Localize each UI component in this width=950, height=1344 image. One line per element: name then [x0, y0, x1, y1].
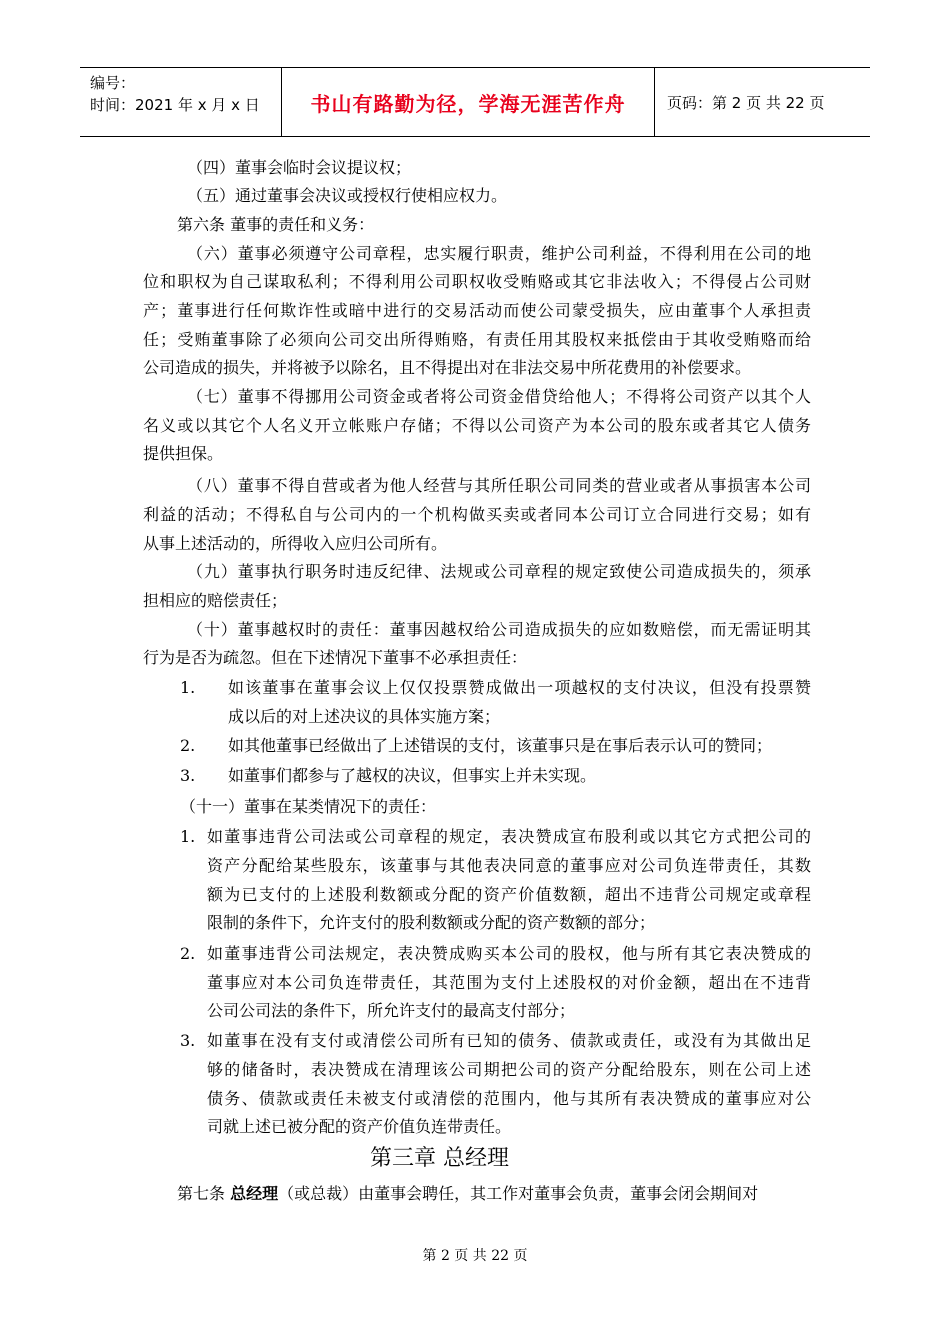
list-item-line: 董事应对本公司负连带责任，其范围为支付上述股权的对价金额，超出在不违背 — [207, 973, 811, 992]
paragraph-line: （十一）董事在某类情况下的责任： — [180, 797, 437, 816]
paragraph-line: （四）董事会临时会议提议权； — [187, 158, 412, 177]
list-number: 1. — [180, 678, 196, 697]
header-page-info: 页码：第 2 页 共 22 页 — [667, 93, 825, 112]
paragraph-line: 名义或以其它个人名义开立帐账户存储；不得以公司资产为本公司的股东或者其它人债务 — [143, 416, 811, 435]
paragraph-line: 利益的活动；不得私自与公司内的一个机构做买卖或者同本公司订立合同进行交易；如有 — [143, 505, 811, 524]
list-number: 2. — [180, 944, 196, 963]
paragraph-line: （五）通过董事会决议或授权行使相应权力。 — [187, 186, 508, 205]
paragraph-line: 提供担保。 — [143, 444, 224, 463]
header-motto: 书山有路勤为径，学海无涯苦作舟 — [282, 68, 655, 136]
paragraph-line: 产；董事进行任何欺诈性或暗中进行的交易活动而使公司蒙受损失，应由董事个人承担责 — [143, 301, 811, 320]
list-number: 3. — [180, 766, 196, 785]
paragraph-line: （十）董事越权时的责任：董事因越权给公司造成损失的应如数赔偿，而无需证明其 — [187, 620, 811, 639]
paragraph-line: 任；受贿董事除了必须向公司交出所得贿赂，有责任用其股权来抵偿由于其收受贿赂而给 — [143, 330, 811, 349]
article-text: （或总裁）由董事会聘任，其工作对董事会负责，董事会闭会期间对 — [278, 1184, 759, 1203]
list-item-line: 司就上述已被分配的资产价值负连带责任。 — [207, 1117, 512, 1136]
list-number: 2. — [180, 736, 196, 755]
paragraph-line: （八）董事不得自营或者为他人经营与其所任职公司同类的营业或者从事损害本公司 — [187, 476, 811, 495]
list-item-line: 债务、债款或责任未被支付或清偿的范围内，他与其所有表决赞成的董事应对公 — [207, 1089, 811, 1108]
list-item-line: 限制的条件下，允许支付的股利数额或分配的资产数额的部分； — [207, 913, 656, 932]
paragraph-line: 行为是否为疏忽。但在下述情况下董事不必承担责任： — [143, 648, 528, 667]
header-number: 编号： — [90, 74, 136, 92]
section-heading: 第六条 董事的责任和义务： — [177, 215, 375, 234]
list-item-line: 额为已支付的上述股利数额或分配的资产价值数额，超出不违背公司规定或章程 — [207, 885, 811, 904]
chapter-title: 第三章 总经理 — [370, 1146, 509, 1171]
header-date: 时间：2021 年 x 月 x 日 — [90, 96, 260, 114]
list-item-line: 如董事违背公司法或公司章程的规定，表决赞成宣布股利或以其它方式把公司的 — [207, 827, 811, 846]
paragraph-line: 从事上述活动的，所得收入应归公司所有。 — [143, 534, 448, 553]
list-item-line: 成以后的对上述决议的具体实施方案； — [228, 707, 501, 726]
paragraph-line: 担相应的赔偿责任； — [143, 591, 288, 610]
article-line — [177, 1184, 758, 1204]
list-item-line: 够的储备时，表决赞成在清理该公司期把公司的资产分配给股东，则在公司上述 — [207, 1060, 811, 1079]
list-item-line: 如其他董事已经做出了上述错误的支付，该董事只是在事后表示认可的赞同； — [228, 736, 773, 755]
list-item-line: 如董事在没有支付或清偿公司所有已知的债务、债款或责任，或没有为其做出足 — [207, 1031, 811, 1050]
list-item-line: 资产分配给某些股东，该董事与其他表决同意的董事应对公司负连带责任，其数 — [207, 856, 811, 875]
article-term: 总经理 — [230, 1184, 279, 1203]
paragraph-line: （六）董事必须遵守公司章程，忠实履行职责，维护公司利益，不得利用在公司的地 — [187, 244, 811, 263]
list-number: 1. — [180, 827, 196, 846]
paragraph-line: 公司造成的损失，并将被予以除名，且不得提出对在非法交易中所花费用的补偿要求。 — [143, 358, 752, 377]
list-item-line: 如董事们都参与了越权的决议，但事实上并未实现。 — [228, 766, 597, 785]
header-meta — [80, 68, 282, 136]
article-number: 第七条 — [177, 1184, 231, 1203]
paragraph-line: （九）董事执行职务时违反纪律、法规或公司章程的规定致使公司造成损失的，须承 — [187, 562, 811, 581]
paragraph-line: （七）董事不得挪用公司资金或者将公司资金借贷给他人；不得将公司资产以其个人 — [187, 387, 811, 406]
page-footer: 第 2 页 共 22 页 — [422, 1248, 528, 1264]
list-number: 3. — [180, 1031, 196, 1050]
paragraph-line: 位和职权为自己谋取私利；不得利用公司职权收受贿赂或其它非法收入；不得侵占公司财 — [143, 272, 811, 291]
page-header — [80, 67, 870, 137]
list-item-line: 如董事违背公司法规定，表决赞成购买本公司的股权，他与所有其它表决赞成的 — [207, 944, 811, 963]
list-item-line: 公司公司法的条件下，所允许支付的最高支付部分； — [207, 1001, 576, 1020]
list-item-line: 如该董事在董事会议上仅仅投票赞成做出一项越权的支付决议，但没有投票赞 — [228, 678, 811, 697]
